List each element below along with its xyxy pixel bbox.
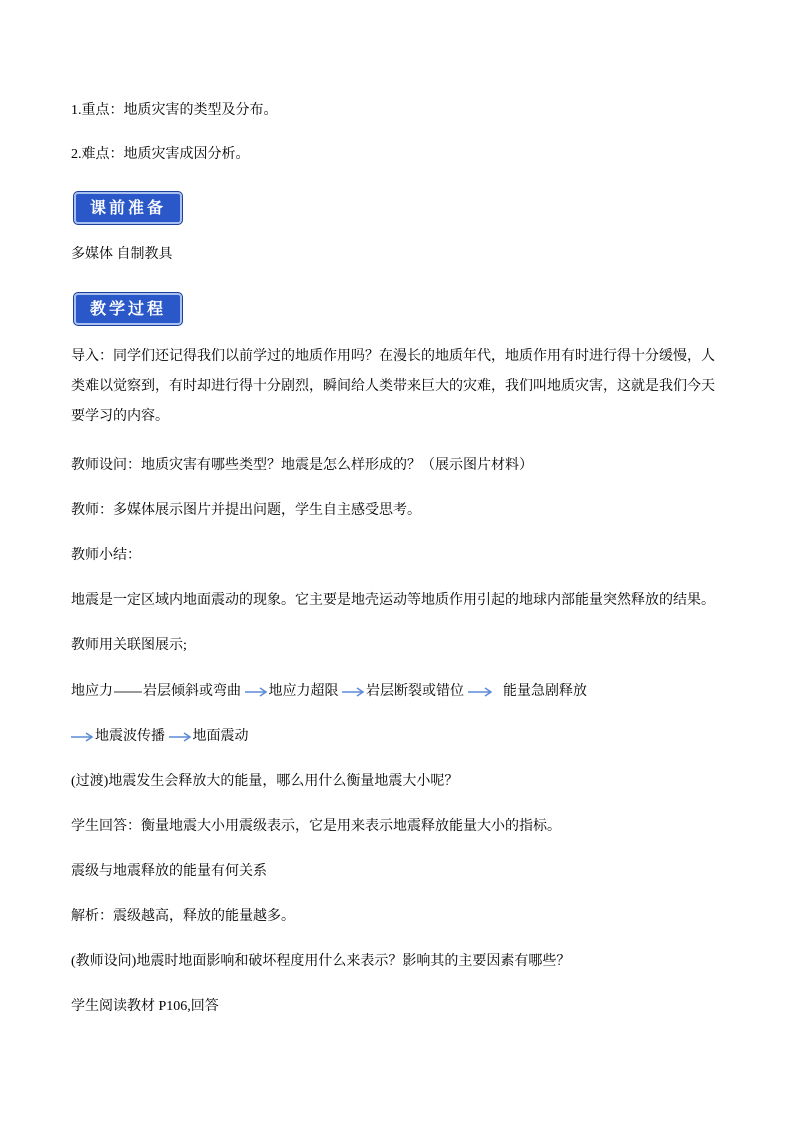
- flow-line-2: [71, 727, 249, 747]
- arrow-right-icon: [245, 686, 269, 698]
- intro-paragraph: 导入：同学们还记得我们以前学过的地质作用吗？在漫长的地质年代，地质作用有时进行得十分缓慢，人类难以觉察到，有时却进行得十分剧烈，瞬间给人类带来巨大的灾难，我们叫地质灾害，这就是我们今天要学习的内容。: [71, 349, 715, 424]
- flow-step: 地震波传播: [95, 729, 165, 744]
- focus-point: 1.重点：地质灾害的类型及分布。: [71, 103, 278, 118]
- diagram-intro: 教师用关联图展示;: [71, 638, 187, 653]
- relation-question: 震级与地震释放的能量有何关系: [71, 864, 267, 879]
- arrow-right-icon: [342, 686, 366, 698]
- student-answer: 学生回答：衡量地震大小用震级表示，它是用来表示地震释放能量大小的指标。: [71, 819, 561, 834]
- arrow-right-icon: [169, 731, 193, 743]
- teacher-summary-label: 教师小结：: [71, 548, 141, 563]
- teacher-question-2: (教师设问)地震时地面影响和破坏程度用什么来表示？影响其的主要因素有哪些？: [71, 954, 571, 969]
- arrow-right-icon: [71, 731, 95, 743]
- flow-step: 地面震动: [192, 729, 249, 744]
- flow-line-1: [71, 682, 587, 702]
- flow-step: 岩层倾斜或弯曲: [143, 684, 241, 699]
- section-badge-process: 教学过程: [74, 293, 182, 325]
- flow-step: 岩层断裂或错位: [366, 684, 464, 699]
- flow-step: 地应力: [71, 684, 113, 699]
- teacher-action: 教师：多媒体展示图片并提出问题，学生自主感受思考。: [71, 503, 421, 518]
- reading-instruction: 学生阅读教材 P106,回答: [71, 999, 219, 1014]
- flow-step: 地应力超限: [268, 684, 339, 699]
- transition-question: (过渡)地震发生会释放大的能量，哪么用什么衡量地震大小呢？: [71, 774, 459, 789]
- earthquake-definition: 地震是一定区域内地面震动的现象。它主要是地壳运动等地质作用引起的地球内部能量突然释放的结果。: [71, 593, 715, 608]
- analysis: 解析：震级越高，释放的能量越多。: [71, 909, 295, 924]
- teacher-question-1: 教师设问：地质灾害有哪些类型？地震是怎么样形成的？（展示图片材料）: [71, 458, 533, 473]
- connector-line: [113, 687, 143, 697]
- difficulty-point: 2.难点：地质灾害成因分析。: [71, 147, 250, 162]
- arrow-right-icon: [468, 686, 494, 698]
- flow-step: 能量急剧释放: [503, 684, 587, 699]
- prep-materials: 多媒体 自制教具: [71, 247, 173, 262]
- section-badge-prep: 课前准备: [74, 192, 182, 224]
